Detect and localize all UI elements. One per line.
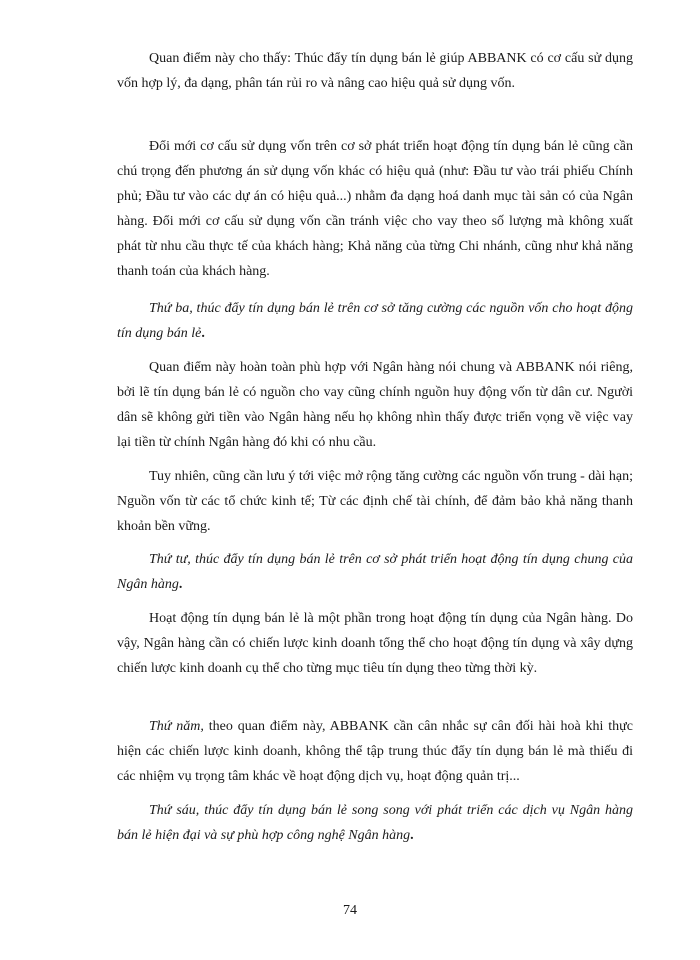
paragraph-5: Tuy nhiên, cũng cần lưu ý tới việc mở rộng tăng cường các nguồn vốn trung - dài hạn; Nguồn vốn từ các tổ chức kinh tế; Từ các định chế tài chính, để đảm bảo khả năng thanh khoản bền vững.: [117, 469, 633, 534]
paragraph-body: theo quan điểm này, ABBANK cần cân nhắc sự cân đối hài hoà khi thực hiện các chiến lược kinh doanh, không thể tập trung thúc đẩy tín dụng bán lẻ mà thiếu đi các nhiệm vụ trọng tâm khác về hoạt động dịch vụ, hoạt động quản trị...: [117, 719, 633, 784]
heading-period: .: [178, 577, 183, 592]
heading-period: .: [410, 828, 414, 843]
paragraph-8: [117, 714, 633, 789]
heading-text: Thứ tư, thúc đẩy tín dụng bán lẻ trên cơ sở phát triển hoạt động tín dụng chung của Ngân hàng: [117, 552, 633, 592]
paragraph-2: Đổi mới cơ cấu sử dụng vốn trên cơ sở phát triển hoạt động tín dụng bán lẻ cũng cần chú trọng đến phương án sử dụng vốn khác có hiệu quả (như: Đầu tư vào trái phiếu Chính phủ; Đầu tư vào các dự án có hiệu quả...) nhằm đa dạng hoá danh mục tài sản có của Ngân hàng. Đổi mới cơ cấu sử dụng vốn cần tránh việc cho vay theo số lượng mà không xuất phát từ nhu cầu thực tế của khách hàng; Khả năng của từng Chi nhánh, cũng như khả năng thanh toán của khách hàng.: [117, 139, 633, 279]
paragraph-3-heading: [117, 296, 633, 346]
heading-text: Thứ ba, thúc đẩy tín dụng bán lẻ trên cơ sở tăng cường các nguồn vốn cho hoạt động tín dụng bán lẻ: [117, 301, 633, 341]
paragraph-7: Hoạt động tín dụng bán lẻ là một phần trong hoạt động tín dụng của Ngân hàng. Do vậy, Ngân hàng cần có chiến lược kinh doanh tổng thể cho hoạt động tín dụng và xây dựng chiến lược kinh doanh cụ thể cho từng mục tiêu tín dụng theo từng thời kỳ.: [117, 611, 633, 676]
heading-text: Thứ sáu, thúc đẩy tín dụng bán lẻ song song với phát triển các dịch vụ Ngân hàng bán lẻ hiện đại và sự phù hợp công nghệ Ngân hàng: [117, 803, 633, 843]
paragraph-1: Quan điểm này cho thấy: Thúc đẩy tín dụng bán lẻ giúp ABBANK có cơ cấu sử dụng vốn hợp lý, đa dạng, phân tán rủi ro và nâng cao hiệu quả sử dụng vốn.: [117, 51, 633, 91]
page-number: 74: [343, 903, 357, 918]
paragraph-6-heading: [117, 547, 633, 597]
paragraph-lead: Thứ năm,: [149, 719, 204, 734]
heading-period: .: [201, 326, 205, 341]
paragraph-4: Quan điểm này hoàn toàn phù hợp với Ngân hàng nói chung và ABBANK nói riêng, bởi lẽ tín dụng bán lẻ có nguồn cho vay cũng chính nguồn huy động vốn từ dân cư. Người dân sẽ không gửi tiền vào Ngân hàng nếu họ không nhìn thấy được triển vọng về việc vay lại tiền từ chính Ngân hàng đó khi có nhu cầu.: [117, 360, 633, 450]
paragraph-9-heading: [117, 798, 633, 848]
